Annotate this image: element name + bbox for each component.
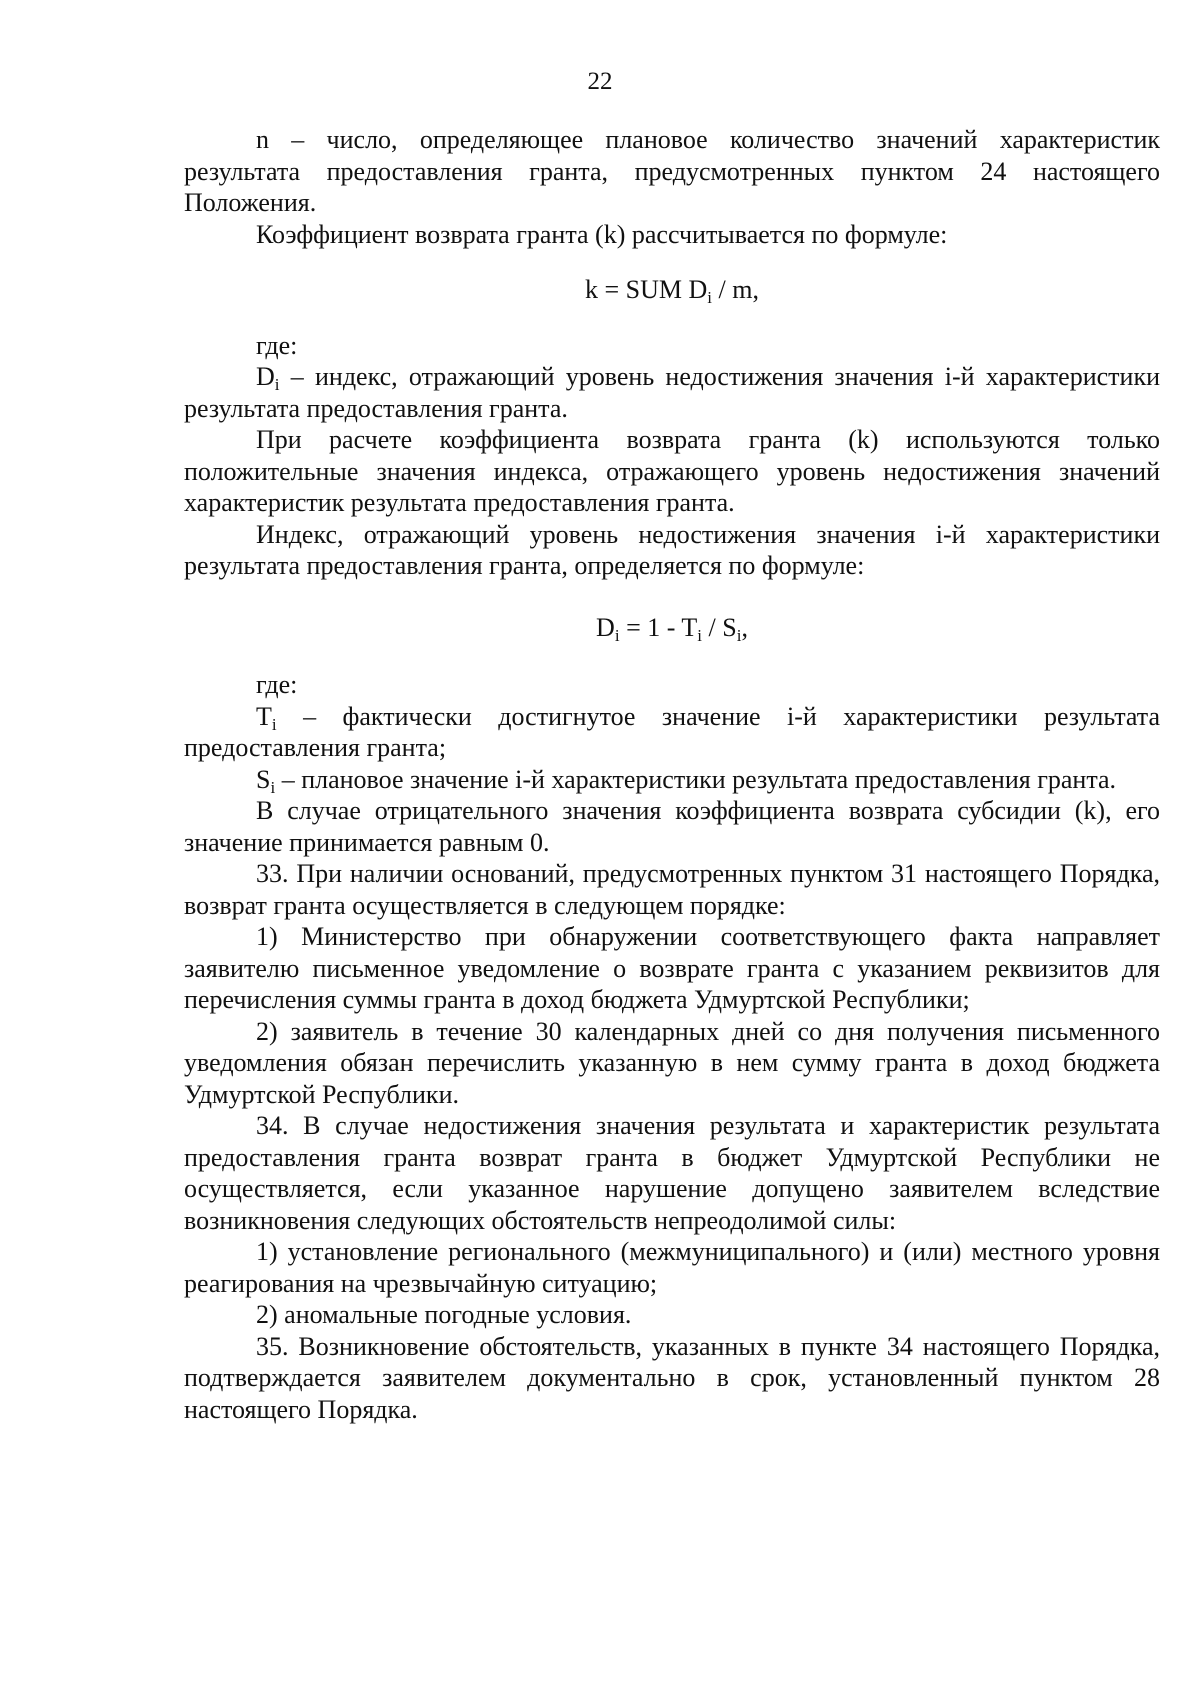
ti-text: – фактически достигнутое значение i-й характеристики результата предоставления гранта; — [184, 701, 1160, 762]
definition-di — [184, 361, 1160, 424]
paragraph-n-definition: n – число, определяющее плановое количество значений характеристик результата предоставления гранта, предусмотренных пунктом 24 настоящего Положения. — [184, 125, 1160, 217]
formula-k-lhs: k = SUM D — [585, 275, 708, 304]
formula-di-a: D — [596, 612, 615, 642]
di-text: – индекс, отражающий уровень недостижения значения i-й характеристики результата предоставления гранта. — [184, 362, 1160, 423]
formula-di — [184, 612, 1160, 644]
formula-k — [184, 274, 1160, 306]
paragraph-positive-values: При расчете коэффициента возврата гранта (k) используются только положительные значения индекса, отражающего уровень недостижения значений характеристик результата предоставления гранта. — [184, 425, 1160, 517]
paragraph-clause-34: 34. В случае недостижения значения результата и характеристик результата предоставления гранта возврат гранта в бюджет Удмуртской Республики не осуществляется, если указанное нарушение допущено заявителем вследствие возникновения следующих обстоятельств непреодолимой силы: — [184, 1111, 1160, 1235]
formula-di-d: , — [741, 612, 748, 642]
document-body — [184, 124, 1160, 1425]
ti-symbol: T — [256, 701, 272, 731]
where-label-2: где: — [256, 670, 298, 699]
definition-ti — [184, 701, 1160, 764]
where-label-1: где: — [256, 330, 298, 360]
definition-si — [184, 764, 1160, 796]
formula-di-a-subscript: i — [614, 625, 620, 645]
formula-k-subscript: i — [707, 288, 713, 307]
si-subscript: i — [270, 777, 276, 797]
paragraph-clause-33-item-2: 2) заявитель в течение 30 календарных дней со дня получения письменного уведомления обязан перечислить указанную в нем сумму гранта в доход бюджета Удмуртской Республики. — [184, 1016, 1160, 1109]
paragraph-negative-k: В случае отрицательного значения коэффициента возврата субсидии (k), его значение принимается равным 0. — [184, 796, 1160, 857]
paragraph-clause-35: 35. Возникновение обстоятельств, указанных в пункте 34 настоящего Порядка, подтверждается заявителем документально в срок, установленный пунктом 28 настоящего Порядка. — [184, 1331, 1160, 1424]
page-number: 22 — [587, 68, 613, 95]
paragraph-clause-33-item-1: 1) Министерство при обнаружении соответствующего факта направляет заявителю письменное уведомление о возврате гранта с указанием реквизитов для перечисления суммы гранта в доход бюджета Удмуртской Республики; — [184, 922, 1160, 1014]
paragraph-clause-33: 33. При наличии оснований, предусмотренных пунктом 31 настоящего Порядка, возврат гранта осуществляется в следующем порядке: — [184, 859, 1160, 920]
di-subscript: i — [274, 375, 280, 394]
paragraph-clause-34-item-1: 1) установление регионального (межмуниципального) и (или) местного уровня реагирования на чрезвычайную ситуацию; — [184, 1237, 1160, 1298]
paragraph-clause-34-item-2: 2) аномальные погодные условия. — [256, 1300, 632, 1329]
ti-subscript: i — [271, 714, 277, 734]
formula-di-b-subscript: i — [697, 625, 703, 645]
si-symbol: S — [256, 764, 271, 794]
paragraph-k-formula-intro: Коэффициент возврата гранта (k) рассчитывается по формуле: — [256, 219, 948, 249]
formula-di-c-subscript: i — [736, 625, 742, 645]
paragraph-di-formula-intro: Индекс, отражающий уровень недостижения значения i-й характеристики результата предоставления гранта, определяется по формуле: — [184, 519, 1160, 580]
formula-di-c: / S — [702, 612, 737, 642]
si-text: – плановое значение i-й характеристики результата предоставления гранта. — [275, 764, 1117, 794]
formula-di-b: = 1 - T — [619, 612, 698, 642]
formula-k-rhs: / m, — [712, 275, 759, 304]
di-symbol: D — [256, 362, 275, 391]
